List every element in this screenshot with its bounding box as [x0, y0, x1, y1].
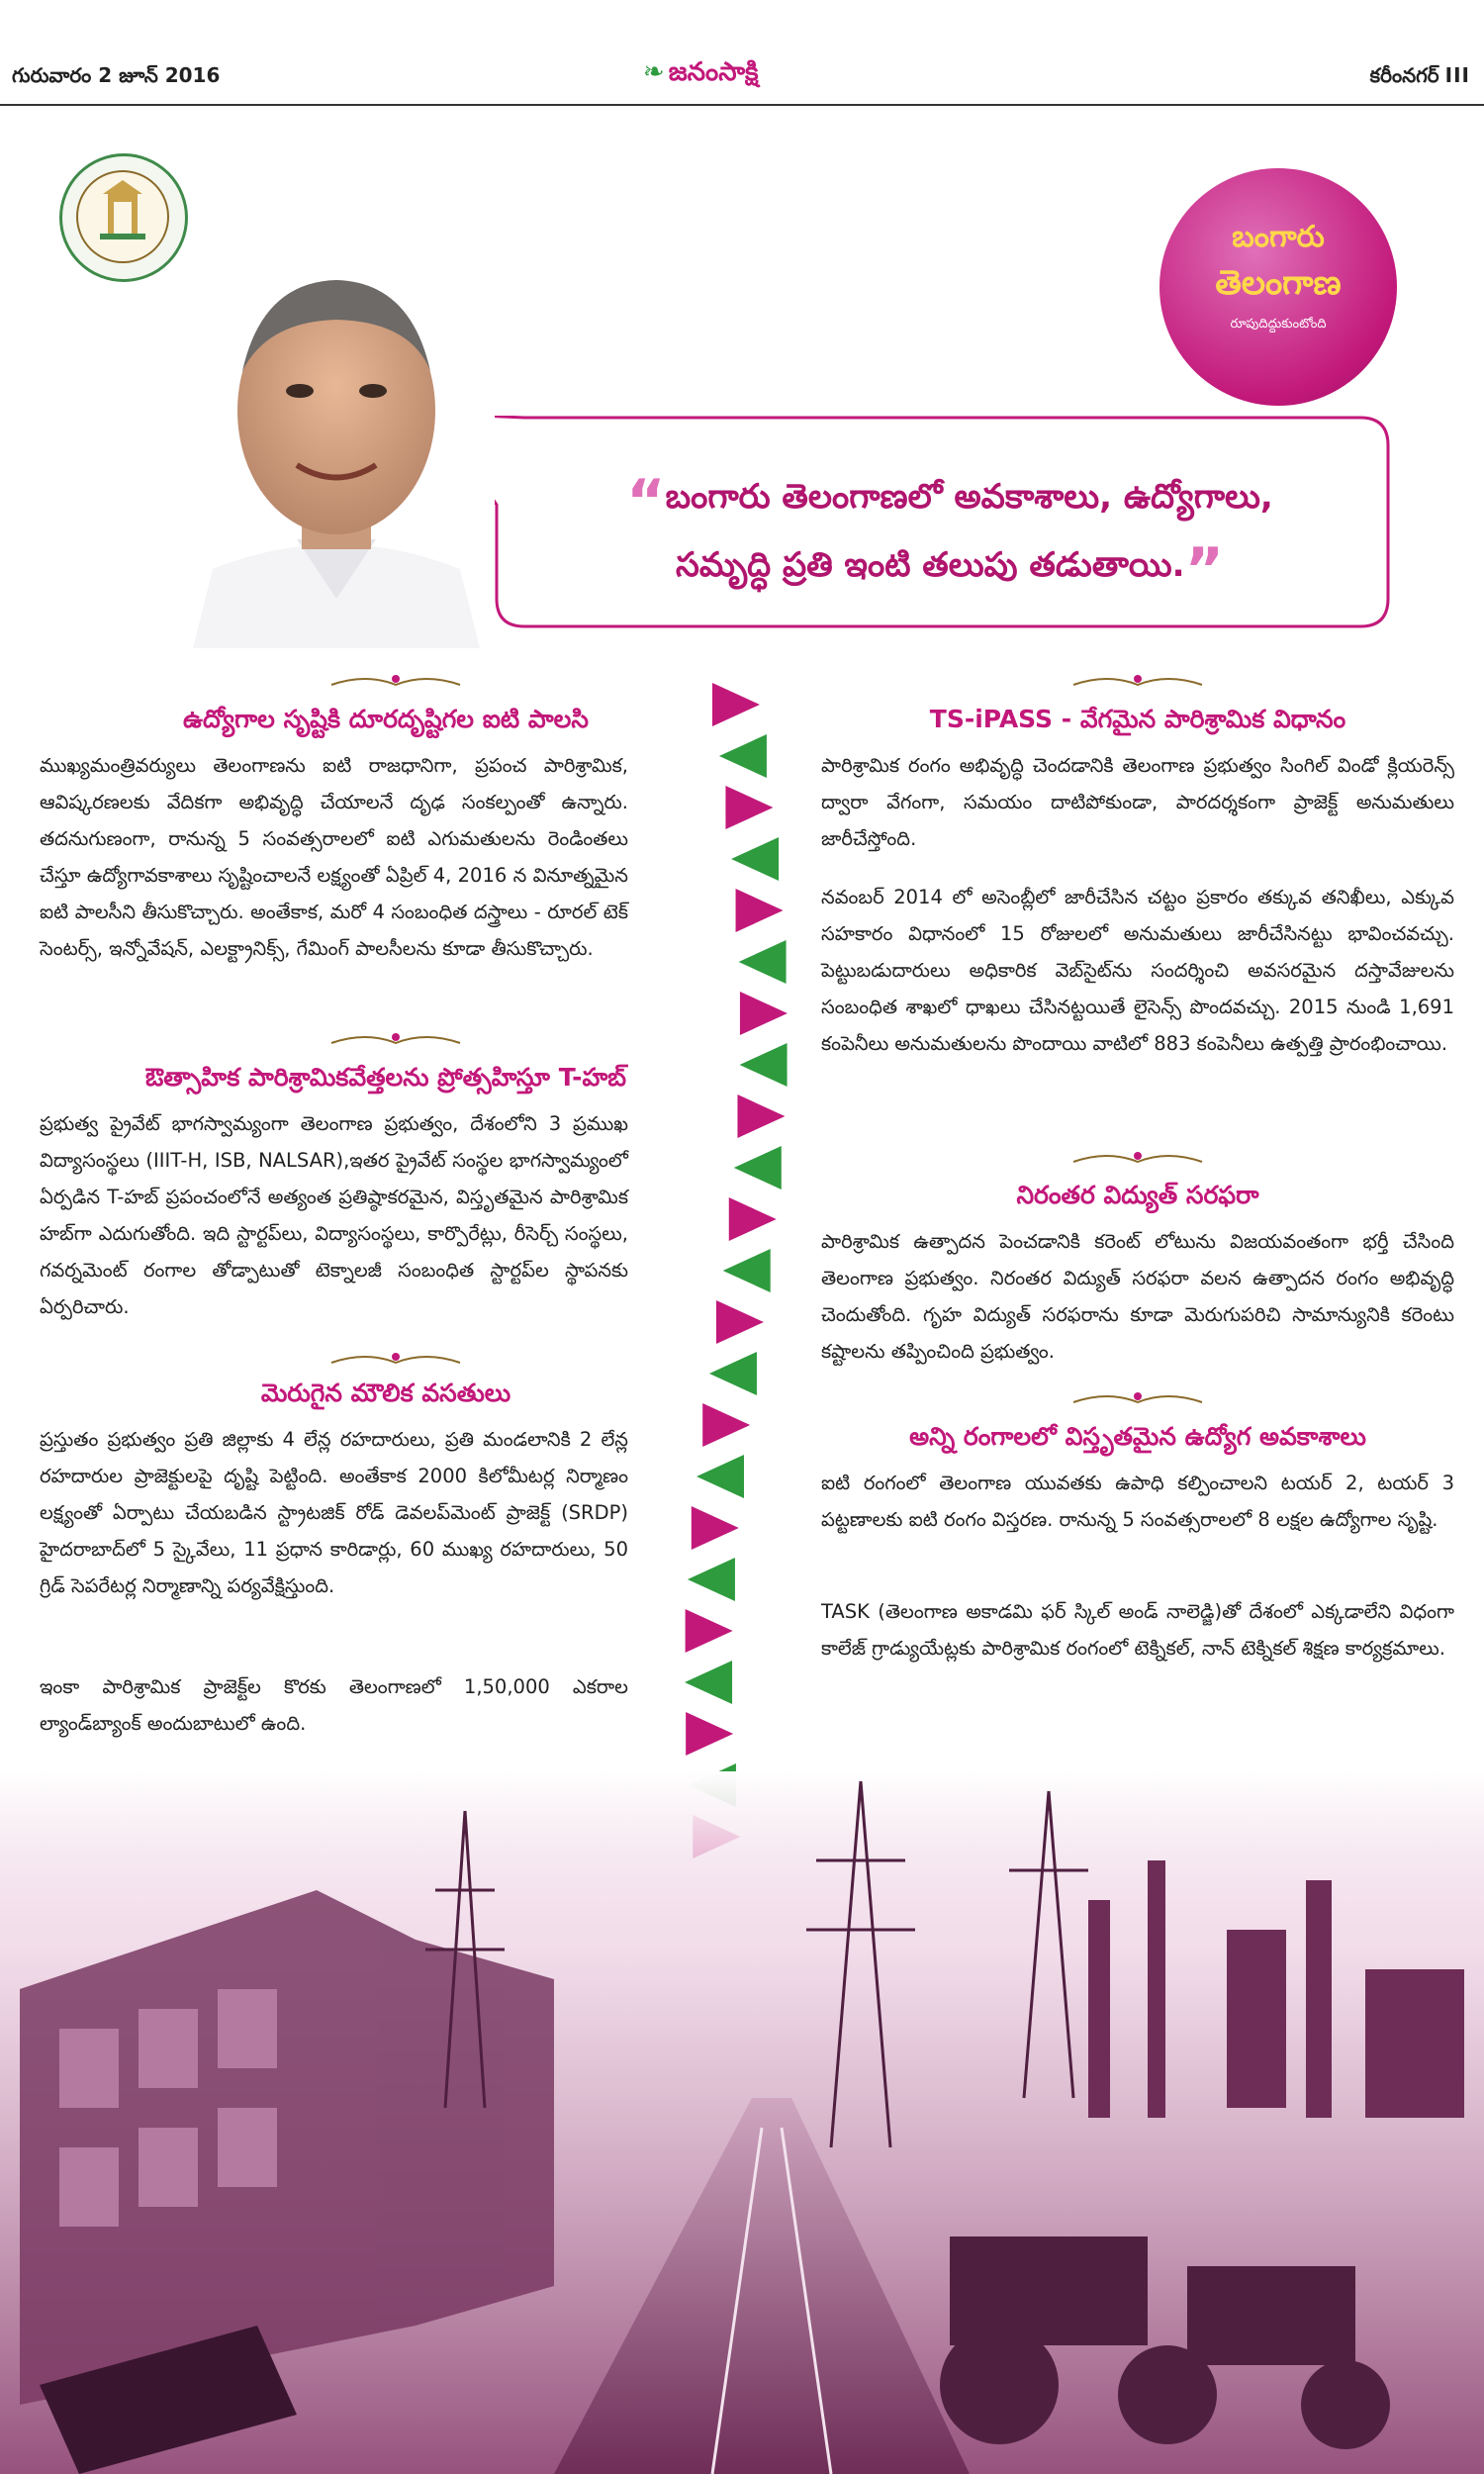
timeline-flag — [723, 1249, 771, 1292]
section-title-it-policy: ఉద్యోగాల సృష్టికి దూరదృష్టిగల ఐటి పాలసి — [183, 705, 589, 733]
section-body-landbank: ఇంకా పారిశ్రామిక ప్రాజెక్ట్‌ల కొరకు తెలంగాణలో 1,50,000 ఎకరాల ల్యాండ్‌బ్యాంక్ అందుబాటులో ఉంది. — [40, 1675, 628, 1735]
flourish-ornament — [326, 1349, 465, 1371]
section-body-ts-ipass: పారిశ్రామిక రంగం అభివృద్ధి చెందడానికి తెలంగాణ ప్రభుత్వం సింగిల్ విండో క్లియరెన్స్ ద్వారా వేగంగా, సమయం దాటిపోకుండా, పారదర్శకంగా ప్రాజెక్ట్ అనుమతులు జారీచేస్తోంది. — [821, 754, 1454, 850]
industrial-collage-image — [0, 1771, 1484, 2474]
timeline-flag — [734, 1146, 782, 1189]
timeline-flag — [725, 786, 773, 829]
timeline-flag — [729, 1197, 777, 1241]
timeline-flag — [685, 1661, 732, 1704]
leader-quote — [554, 465, 1345, 605]
section-body-it-policy: ముఖ్యమంత్రివర్యులు తెలంగాణను ఐటి రాజధానిగా, ప్రపంచ పారిశ్రామిక, ఆవిష్కరణలకు వేదికగా అభివృద్ధి చేయాలనే దృఢ సంకల్పంతో ఉన్నారు. తదనుగుణంగా, రానున్న 5 సంవత్సరాలలో ఐటి ఎగుమతులను రెండింతలు చేస్తూ ఉద్యోగావకాశాలు సృష్టించాలనే లక్ష్యంతో ఏప్రిల్ 4, 2016 న వినూత్నమైన ఐటి పాలసీని తీసుకొచ్చారు. అంతేకాక, మరో 4 సంబంధిత దస్త్రాలు - రూరల్ టెక్ సెంటర్స్, ఇన్నోవేషన్, ఎలక్ట్రానిక్స్, గేమింగ్ పాలసీలను కూడా తీసుకొచ్చారు. — [40, 754, 628, 960]
badge-tagline: రూపుదిద్దుకుంటోంది — [1230, 317, 1327, 332]
header-edition — [1370, 63, 1470, 92]
flourish-ornament — [326, 671, 465, 693]
leader-portrait — [173, 242, 500, 648]
flourish-ornament — [1068, 1388, 1207, 1410]
section-body-employment: ఐటి రంగంలో తెలంగాణ యువతకు ఉపాధి కల్పించాలని టయర్ 2, టయర్ 3 పట్టణాలకు ఐటి రంగం విస్తరణ. రానున్న 5 సంవత్సరాలలో 8 లక్షల ఉద్యోగాల సృష్టి. — [821, 1472, 1454, 1531]
timeline-flag — [740, 992, 788, 1035]
timeline-flag — [737, 1094, 785, 1138]
section-body-t-hub: ప్రభుత్వ ప్రైవేట్ భాగస్వామ్యంగా తెలంగాణ ప్రభుత్వం, దేశంలోని 3 ప్రముఖ విద్యాసంస్థలు (IIIT-H, ISB, NALSAR),ఇతర ప్రైవేట్ సంస్థల భాగస్వామ్యంలో ఏర్పడిన T-హబ్ ప్రపంచంలోనే అత్యంత ప్రతిష్ఠాకరమైన, విస్తృతమైన పారిశ్రామిక హబ్‌గా ఎదుగుతోంది. ఇది స్టార్టప్‌లు, విద్యాసంస్థలు, కార్పొరేట్లు, రీసెర్చ్ సంస్థలు, గవర్నమెంట్ రంగాల తోడ్పాటుతో టెక్నాలజీ సంబంధిత స్టార్టప్‌ల స్థాపనకు ఏర్పరిచారు. — [40, 1112, 628, 1318]
flourish-ornament — [326, 1029, 465, 1051]
timeline-flag — [686, 1609, 733, 1653]
timeline-flag — [686, 1712, 733, 1756]
section-title-infrastructure: మెరుగైన మౌలిక వసతులు — [260, 1379, 511, 1407]
timeline-flag — [716, 1300, 764, 1344]
open-quote-mark: “ — [626, 467, 666, 536]
quote-line-1 — [554, 465, 1345, 536]
timeline-flag — [719, 734, 767, 778]
page-header — [0, 0, 1484, 106]
page-marker: III — [1444, 63, 1470, 87]
quote-text-1: బంగారు తెలంగాణలో అవకాశాలు, ఉద్యోగాలు, — [665, 477, 1273, 517]
timeline-flag — [696, 1455, 744, 1498]
header-date: గురువారం 2 జూన్ 2016 — [12, 63, 221, 87]
newspaper-brand — [643, 57, 759, 93]
quote-line-2 — [554, 533, 1345, 605]
brand-name: జనంసాక్షి — [668, 57, 759, 87]
section-body-ts-ipass-2: నవంబర్ 2014 లో అసెంబ్లీలో జారీచేసిన చట్టం ప్రకారం తక్కువ తనిఖీలు, ఎక్కువ సహకారం విధానంలో 15 రోజులలో అనుమతులు జారీచేసినట్టు భావించవచ్చు. పెట్టుబడుదారులు అధికారిక వెబ్‌సైట్‌ను సందర్శించి అవసరమైన దస్తావేజులను సంబంధిత శాఖలో ధాఖలు చేసినట్టయితే లైసెన్స్ పొందవచ్చు. 2015 నుండి 1,691 కంపెనీలు అనుమతులను పొందాయి వాటిలో 883 కంపెనీలు ఉత్పత్తి ప్రారంభించాయి. — [821, 886, 1454, 1055]
section-title-employment: అన్ని రంగాలలో విస్తృతమైన ఉద్యోగ అవకాశాలు — [909, 1422, 1366, 1451]
timeline-flag — [688, 1558, 735, 1601]
timeline-flag — [731, 837, 779, 881]
section-title-power-supply: నిరంతర విద్యుత్ సరఫరా — [1016, 1181, 1259, 1209]
close-quote-mark: ” — [1184, 535, 1224, 605]
timeline-flag — [739, 940, 787, 984]
timeline-flag — [736, 889, 784, 932]
timeline-flag — [692, 1506, 739, 1550]
badge-line-1: బంగారు — [1232, 220, 1325, 254]
government-seal-logo — [59, 153, 188, 282]
edition-name: కరీంనగర్ — [1369, 63, 1439, 87]
flourish-ornament — [1068, 1148, 1207, 1170]
section-body-power-supply: పారిశ్రామిక ఉత్పాదన పెంచడానికి కరెంట్ లోటును విజయవంతంగా భర్తీ చేసింది తెలంగాణ ప్రభుత్వం. నిరంతర విద్యుత్ సరఫరా వలన ఉత్పాదన రంగం అభివృద్ధి చెందుతోంది. గృహ విద్యుత్ సరఫరాను కూడా మెరుగుపరిచి సామాన్యునికి కరెంటు కష్టాలను తప్పించింది ప్రభుత్వం. — [821, 1230, 1454, 1363]
section-body-task: TASK (తెలంగాణ అకాడమి ఫర్ స్కిల్ అండ్ నాలెడ్జి)తో దేశంలో ఎక్కడాలేని విధంగా కాలేజ్ గ్రాడ్యుయేట్లకు పారిశ్రామిక రంగంలో టెక్నికల్, నాన్ టెక్నికల్ శిక్షణ కార్యక్రమాలు. — [821, 1600, 1454, 1660]
badge-line-2: తెలంగాణ — [1215, 263, 1342, 303]
timeline-flags — [673, 683, 811, 1880]
flourish-ornament — [1068, 671, 1207, 693]
section-body-infrastructure: ప్రస్తుతం ప్రభుత్వం ప్రతి జిల్లాకు 4 లేన్ల రహదారులు, ప్రతి మండలానికి 2 లేన్ల రహదారుల ప్రాజెక్టులపై దృష్టి పెట్టింది. అంతేకాక 2000 కిలోమీటర్ల నిర్మాణం లక్ష్యంతో ఏర్పాటు చేయబడిన స్ట్రాటజిక్ రోడ్ డెవలప్‌మెంట్ ప్రాజెక్ట్ (SRDP) హైదరాబాద్‌లో 5 స్కైవేలు, 11 ప్రధాన కారిడార్లు, 60 ముఖ్య రహదారులు, 50 గ్రిడ్ సెపరేటర్ల నిర్మాణాన్ని పర్యవేక్షిస్తుంది. — [40, 1428, 628, 1597]
section-title-ts-ipass: TS-iPASS - వేగమైన పారిశ్రామిక విధానం — [929, 705, 1346, 733]
emblem-icon — [78, 172, 167, 261]
section-title-t-hub: ఔత్సాహిక పారిశ్రామికవేత్తలను ప్రోత్సహిస్తూ T-హబ్ — [144, 1063, 627, 1092]
quote-text-2: సమృద్ధి ప్రతి ఇంటి తలుపు తడుతాయి. — [675, 545, 1185, 585]
timeline-flag — [740, 1043, 788, 1087]
seal-emblem — [76, 170, 169, 263]
bangaru-telangana-badge — [1159, 168, 1397, 406]
leaf-icon: ❧ — [643, 57, 665, 87]
